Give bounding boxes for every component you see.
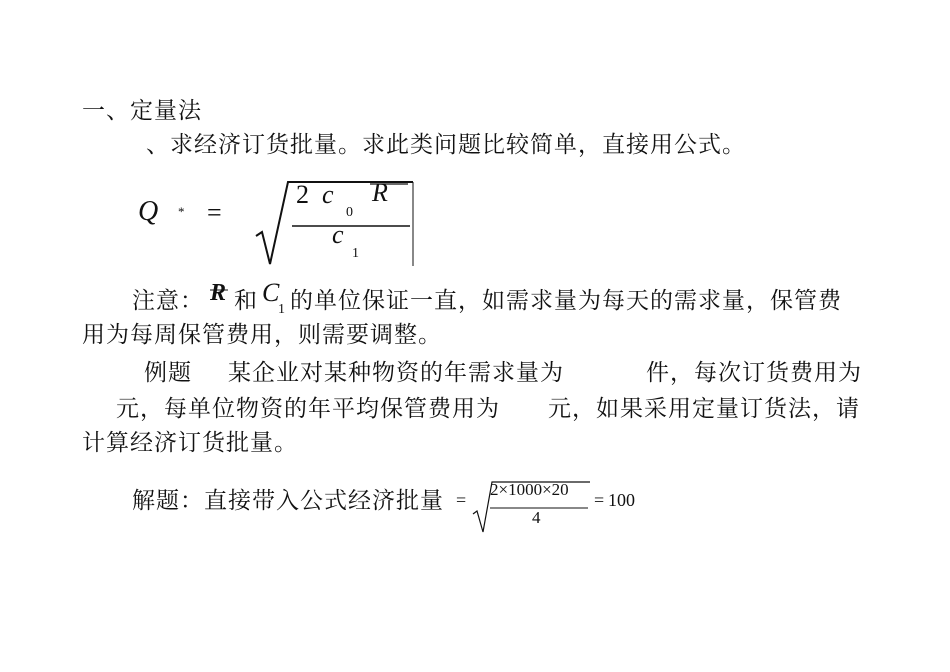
formula-two: 2 xyxy=(296,180,309,209)
note-R: R xyxy=(210,280,227,306)
solution-denominator: 4 xyxy=(532,508,541,527)
note-line2: 用为每周保管费用，则需要调整。 xyxy=(82,322,442,348)
intro-text: 、求经济订货批量。求此类问题比较简单，直接用公式。 xyxy=(146,132,746,158)
formula-star: * xyxy=(178,204,185,219)
solution-eq2: = xyxy=(594,490,605,510)
note-and: 和 xyxy=(234,288,258,314)
formula-sub1: 1 xyxy=(352,246,359,261)
note-sub1: 1 xyxy=(278,302,285,317)
example-line2-b: 元，如果采用定量订货法，请 xyxy=(548,396,860,422)
note-C: C xyxy=(262,278,280,307)
formula-c1: c xyxy=(332,220,344,249)
example-line1-a: 某企业对某种物资的年需求量为 xyxy=(228,360,564,386)
solution-label: 解题：直接带入公式经济批量 xyxy=(132,488,444,514)
section-heading: 一、定量法 xyxy=(82,98,202,124)
example-line3: 计算经济订货批量。 xyxy=(82,430,298,456)
formula-R: R xyxy=(372,178,388,207)
formula-lhs: Q xyxy=(138,196,159,227)
formula-sub0: 0 xyxy=(346,205,353,220)
note-line1-rest: 的单位保证一直，如需求量为每天的需求量，保管费 xyxy=(290,288,842,314)
example-label: 例题 xyxy=(144,360,192,386)
solution-eq1: = xyxy=(456,490,467,510)
solution-numerator: 2×1000×20 xyxy=(490,480,569,499)
formula-c0: c xyxy=(322,180,334,209)
note-label: 注意： xyxy=(132,288,204,314)
example-line2-a: 元，每单位物资的年平均保管费用为 xyxy=(116,396,500,422)
example-line1-b: 件，每次订货费用为 xyxy=(646,360,862,386)
solution-result: 100 xyxy=(608,490,635,510)
formula-equals: = xyxy=(207,198,222,227)
